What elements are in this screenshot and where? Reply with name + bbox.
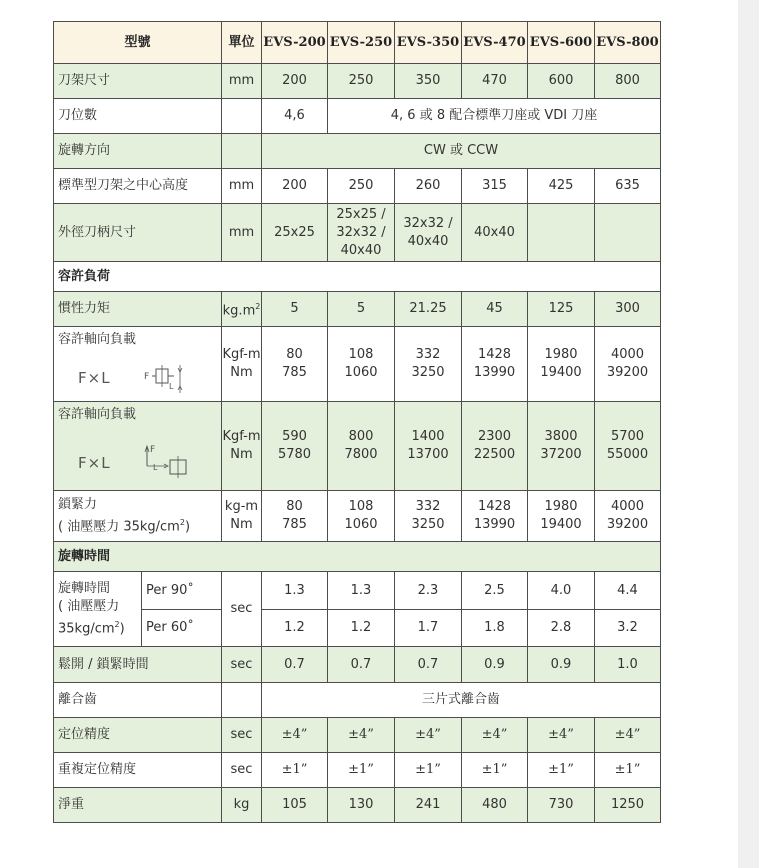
cell-value: 260 <box>395 169 462 204</box>
cell-value: ±1” <box>395 753 462 788</box>
cell-value: 4.4 <box>595 572 661 610</box>
cell-value: 800 7800 <box>328 402 395 491</box>
row-label-cell <box>54 327 222 402</box>
cell-value: 241 <box>395 788 462 823</box>
row-sublabel-end: ) <box>184 519 191 535</box>
cell-value: 1980 19400 <box>528 327 595 402</box>
cell-value: 300 <box>595 292 661 327</box>
row-unit: mm <box>222 64 262 99</box>
row-unit: mm <box>222 204 262 262</box>
cell-value: 1.7 <box>395 610 462 647</box>
cell-value: 332 3250 <box>395 327 462 402</box>
table-row <box>54 572 661 610</box>
table-row <box>54 64 661 99</box>
diagram-l-label: L <box>153 463 158 472</box>
row-label: 容許軸向負載 <box>58 407 137 422</box>
table-row <box>54 718 661 753</box>
cell-value: 350 <box>395 64 462 99</box>
cell-value: 332 3250 <box>395 491 462 542</box>
row-label: 淨重 <box>54 788 222 823</box>
cell-value: 2.8 <box>528 610 595 647</box>
cell-value: 1400 13700 <box>395 402 462 491</box>
cell-value: 470 <box>462 64 528 99</box>
table-row <box>54 169 661 204</box>
row-label: 外徑刀柄尺寸 <box>54 204 222 262</box>
cell-value: 200 <box>262 169 328 204</box>
cell-value: 200 <box>262 64 328 99</box>
unit-superscript: 2 <box>179 517 185 527</box>
cell-value: ±1” <box>528 753 595 788</box>
cell-value: 0.9 <box>528 647 595 683</box>
cell-value <box>595 204 661 262</box>
table-row <box>54 99 661 134</box>
row-label: 標準型刀架之中心高度 <box>54 169 222 204</box>
unit-text: kg.m <box>222 303 256 319</box>
cell-value: 4,6 <box>262 99 328 134</box>
cell-value: 0.9 <box>462 647 528 683</box>
cell-value: 25x25 / 32x32 / 40x40 <box>328 204 395 262</box>
cell-value: 250 <box>328 64 395 99</box>
row-sublabel-per90: Per 90˚ <box>142 572 222 610</box>
row-sublabel-text: ( 油壓壓力 35kg/cm <box>58 519 180 535</box>
cell-value: 2300 22500 <box>462 402 528 491</box>
cell-value: 三片式離合齒 <box>262 683 661 718</box>
cell-value: 0.7 <box>328 647 395 683</box>
row-label: 離合齒 <box>54 683 222 718</box>
cell-value: 1.2 <box>262 610 328 647</box>
diagram-f-label: F <box>144 372 150 382</box>
cell-value: 105 <box>262 788 328 823</box>
cell-value: 108 1060 <box>328 491 395 542</box>
cell-value: 108 1060 <box>328 327 395 402</box>
row-label: 定位精度 <box>54 718 222 753</box>
header-model-name: EVS-800 <box>595 22 661 64</box>
cell-value: 25x25 <box>262 204 328 262</box>
cell-value: CW 或 CCW <box>262 134 661 169</box>
spec-table <box>53 21 661 823</box>
row-sublabel-per60: Per 60˚ <box>142 610 222 647</box>
row-unit <box>222 134 262 169</box>
cell-value <box>528 204 595 262</box>
cell-value: ±4” <box>395 718 462 753</box>
cell-value: 3800 37200 <box>528 402 595 491</box>
cell-value: 1428 13990 <box>462 491 528 542</box>
row-unit: kg <box>222 788 262 823</box>
cell-value: ±4” <box>262 718 328 753</box>
section-row <box>54 542 661 572</box>
cell-value: ±1” <box>328 753 395 788</box>
cell-value: 4.0 <box>528 572 595 610</box>
row-label: 容許軸向負載 <box>58 332 137 347</box>
cell-value: 2.5 <box>462 572 528 610</box>
row-label: 刀位數 <box>54 99 222 134</box>
cell-value: 3.2 <box>595 610 661 647</box>
header-model-name: EVS-200 <box>262 22 328 64</box>
cell-value: 1.3 <box>262 572 328 610</box>
cell-value: 5700 55000 <box>595 402 661 491</box>
header-model: 型號 <box>54 22 222 64</box>
cell-value: 250 <box>328 169 395 204</box>
cell-value: 600 <box>528 64 595 99</box>
cell-value: ±1” <box>595 753 661 788</box>
cell-value: 0.7 <box>395 647 462 683</box>
header-row <box>54 22 661 64</box>
cell-value: ±1” <box>462 753 528 788</box>
cell-value: 80 785 <box>262 491 328 542</box>
cell-value: 425 <box>528 169 595 204</box>
load-diagram <box>58 424 217 482</box>
row-unit <box>222 683 262 718</box>
radial-load-diagram-icon <box>142 363 192 395</box>
cell-value: 32x32 / 40x40 <box>395 204 462 262</box>
row-label-cell <box>54 402 222 491</box>
cell-value: 1.8 <box>462 610 528 647</box>
table-row <box>54 491 661 542</box>
cell-value: ±1” <box>262 753 328 788</box>
row-unit: sec <box>222 753 262 788</box>
cell-value: 1.3 <box>328 572 395 610</box>
section-row <box>54 262 661 292</box>
cell-value: 2.3 <box>395 572 462 610</box>
row-unit: kg-m Nm <box>222 491 262 542</box>
cell-value: 80 785 <box>262 327 328 402</box>
cell-value: 1.0 <box>595 647 661 683</box>
table-row <box>54 647 661 683</box>
table-row <box>54 753 661 788</box>
table-row <box>54 788 661 823</box>
cell-value: 130 <box>328 788 395 823</box>
cell-value: 1.2 <box>328 610 395 647</box>
unit-superscript: 2 <box>255 301 261 311</box>
axial-load-diagram-icon <box>142 440 192 480</box>
row-unit: sec <box>222 647 262 683</box>
diagram-formula: F×L <box>78 369 111 387</box>
cell-value: ±4” <box>528 718 595 753</box>
row-unit <box>222 292 262 327</box>
header-model-name: EVS-350 <box>395 22 462 64</box>
scrollbar-track[interactable] <box>738 0 759 868</box>
row-unit: sec <box>222 718 262 753</box>
cell-value: 800 <box>595 64 661 99</box>
row-sublabel <box>58 616 137 638</box>
cell-value: 315 <box>462 169 528 204</box>
cell-value: 1428 13990 <box>462 327 528 402</box>
cell-value: ±4” <box>328 718 395 753</box>
table-row <box>54 683 661 718</box>
row-label-cell <box>54 491 222 542</box>
section-title: 容許負荷 <box>54 262 661 292</box>
cell-value: 21.25 <box>395 292 462 327</box>
unit-superscript: 2 <box>114 619 120 629</box>
cell-value: 40x40 <box>462 204 528 262</box>
diagram-formula: F×L <box>78 454 111 472</box>
cell-value: 480 <box>462 788 528 823</box>
section-title: 旋轉時間 <box>54 542 661 572</box>
row-unit: sec <box>222 572 262 647</box>
header-model-name: EVS-470 <box>462 22 528 64</box>
row-label: 刀架尺寸 <box>54 64 222 99</box>
diagram-l-label: L <box>169 382 174 391</box>
row-unit: Kgf-m Nm <box>222 402 262 491</box>
load-diagram <box>58 349 217 397</box>
cell-value: 5 <box>262 292 328 327</box>
row-sublabel-end: ) <box>119 621 125 637</box>
cell-value: ±4” <box>595 718 661 753</box>
cell-value: 45 <box>462 292 528 327</box>
row-sublabel <box>58 514 217 536</box>
row-label: 鎖緊力 <box>58 496 98 512</box>
cell-value: 635 <box>595 169 661 204</box>
header-unit: 單位 <box>222 22 262 64</box>
row-label: 鬆開 / 鎖緊時間 <box>54 647 222 683</box>
header-model-name: EVS-250 <box>328 22 395 64</box>
cell-value: ±4” <box>462 718 528 753</box>
row-label: 旋轉時間 <box>58 580 111 596</box>
cell-value: 1250 <box>595 788 661 823</box>
cell-value: 590 5780 <box>262 402 328 491</box>
row-sublabel-text: 35kg/cm <box>58 621 115 637</box>
table-row <box>54 327 661 402</box>
cell-value: 1980 19400 <box>528 491 595 542</box>
cell-value: 5 <box>328 292 395 327</box>
cell-value: 730 <box>528 788 595 823</box>
row-sublabel: ( 油壓壓力 <box>58 598 120 614</box>
table-row <box>54 204 661 262</box>
cell-value: 4000 39200 <box>595 491 661 542</box>
table-row <box>54 402 661 491</box>
row-label: 慣性力矩 <box>54 292 222 327</box>
cell-value: 0.7 <box>262 647 328 683</box>
table-row <box>54 292 661 327</box>
table-row <box>54 610 661 647</box>
cell-value: 125 <box>528 292 595 327</box>
row-unit: Kgf-m Nm <box>222 327 262 402</box>
cell-value: 4000 39200 <box>595 327 661 402</box>
header-model-name: EVS-600 <box>528 22 595 64</box>
table-row <box>54 134 661 169</box>
row-label: 重複定位精度 <box>54 753 222 788</box>
row-label-cell <box>54 572 142 647</box>
diagram-f-label: F <box>150 445 156 455</box>
row-unit: mm <box>222 169 262 204</box>
cell-value: 4, 6 或 8 配合標準刀座或 VDI 刀座 <box>328 99 661 134</box>
row-unit <box>222 99 262 134</box>
row-label: 旋轉方向 <box>54 134 222 169</box>
